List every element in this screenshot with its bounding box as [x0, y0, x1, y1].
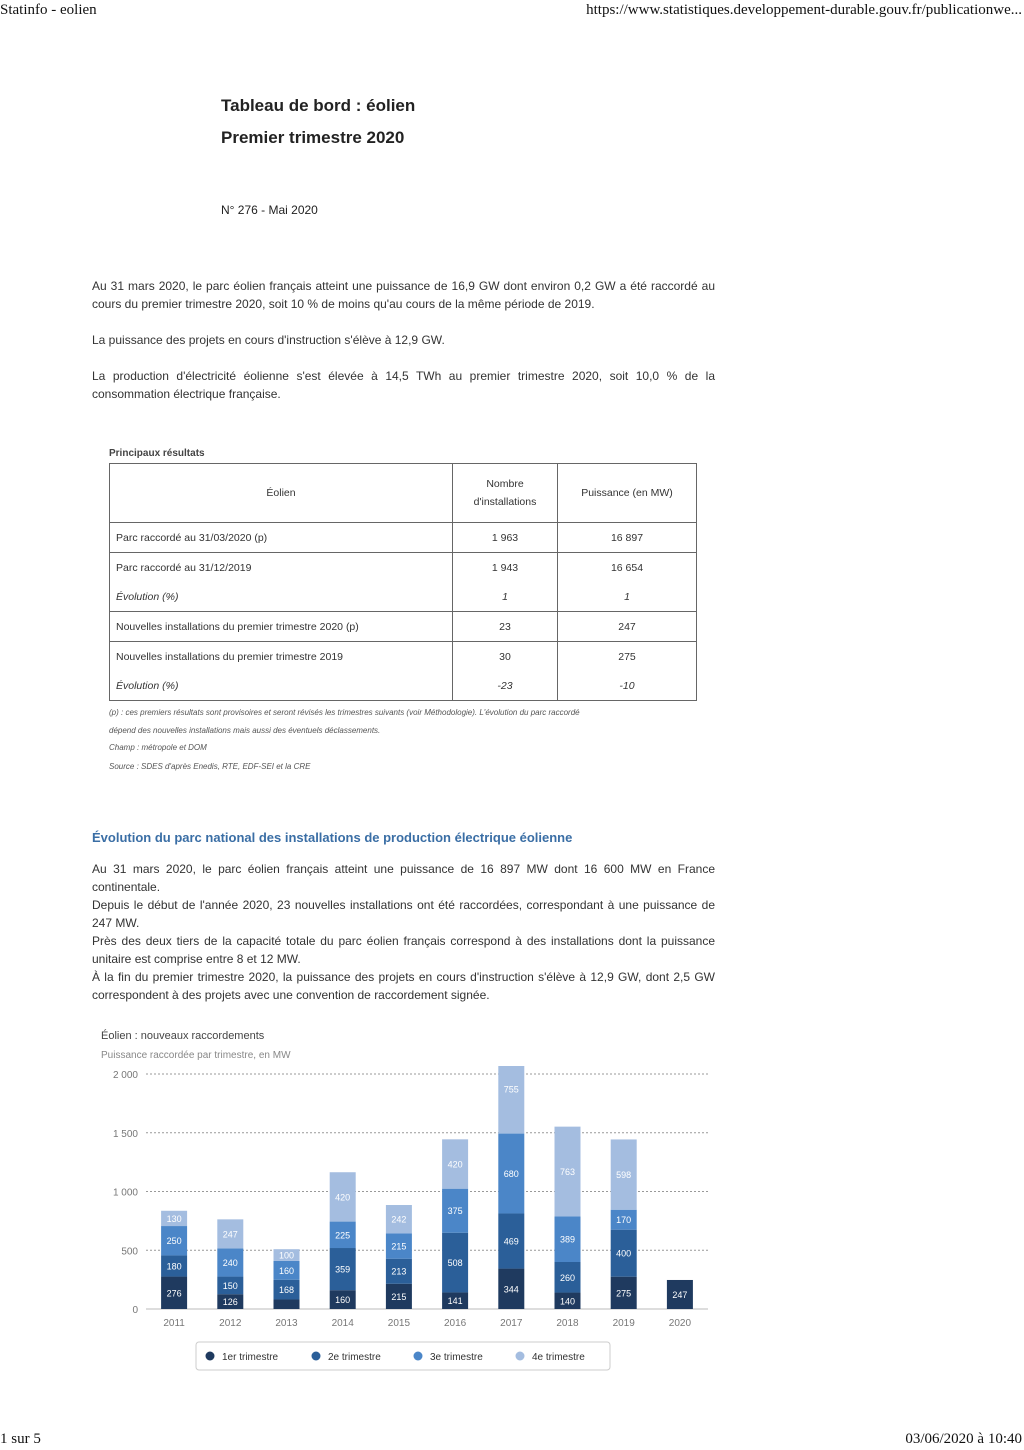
browser-url[interactable]: https://www.statistiques.developpement-durable.gouv.fr/publicationwe...	[586, 2, 1022, 18]
issue-number: N° 276 - Mai 2020	[221, 203, 318, 217]
table-cell: 275	[558, 642, 697, 672]
x-tick-label: 2017	[500, 1318, 523, 1329]
y-tick-label: 1 500	[112, 1128, 138, 1140]
y-tick-label: 500	[121, 1246, 138, 1258]
table-note: Champ : métropole et DOM	[109, 743, 207, 752]
data-label: 247	[222, 1229, 238, 1240]
table-note: (p) : ces premiers résultats sont provisoires et seront révisés les trimestres suivants (voir Méthodologie). L'évolution du parc raccordé	[109, 708, 580, 717]
data-label: 168	[278, 1285, 295, 1296]
table-cell: Parc raccordé au 31/03/2020 (p)	[110, 523, 453, 553]
data-label: 180	[166, 1261, 182, 1272]
table-cell: 1 963	[453, 523, 558, 553]
data-label: 170	[616, 1215, 632, 1226]
table-row	[110, 671, 697, 701]
table-cell: -10	[558, 671, 697, 701]
data-label: 213	[391, 1266, 407, 1277]
data-label: 469	[503, 1236, 519, 1247]
x-tick-label: 2020	[668, 1318, 692, 1329]
page-indicator: 1 sur 5	[0, 1431, 41, 1447]
data-label: 160	[278, 1265, 295, 1276]
table-cell: 30	[453, 642, 558, 672]
x-tick-label: 2016	[443, 1318, 467, 1329]
table-cell: 247	[558, 612, 697, 642]
table-row	[110, 582, 697, 612]
data-label: 242	[391, 1214, 407, 1225]
table-cell: Évolution (%)	[110, 582, 453, 612]
data-label: 160	[335, 1295, 351, 1306]
data-label: 763	[559, 1166, 576, 1177]
data-label: 375	[447, 1206, 463, 1217]
table-cell: 1	[453, 582, 558, 612]
table-cell: 23	[453, 612, 558, 642]
data-label: 598	[616, 1170, 632, 1181]
table-row	[110, 523, 697, 553]
data-label: 225	[335, 1230, 351, 1241]
bar-segment	[498, 1066, 524, 1134]
y-tick-label: 0	[132, 1305, 138, 1316]
table-caption: Principaux résultats	[109, 448, 205, 459]
x-tick-label: 2014	[331, 1318, 354, 1329]
legend-label: 3e trimestre	[430, 1352, 483, 1363]
data-label: 141	[447, 1296, 463, 1307]
section-paragraph-1: Au 31 mars 2020, le parc éolien français atteint une puissance de 16 897 MW dont 16 600 MW en France continentale.	[92, 862, 715, 894]
data-label: 680	[503, 1169, 519, 1180]
legend-label: 4e trimestre	[532, 1352, 585, 1363]
data-label: 420	[447, 1159, 463, 1170]
chart-subtitle: Puissance raccordée par trimestre, en MW	[101, 1050, 291, 1061]
data-label: 215	[391, 1291, 407, 1302]
data-label: 250	[166, 1236, 182, 1247]
x-tick-label: 2019	[612, 1318, 635, 1329]
section-paragraph-4: À la fin du premier trimestre 2020, la puissance des projets en cours d'instruction s'élève à 12,9 GW, dont 2,5 GW correspondent à des projets avec une convention de raccordement signée.	[92, 970, 715, 1002]
table-cell: 16 897	[558, 523, 697, 553]
x-tick-label: 2015	[387, 1318, 411, 1329]
y-tick-label: 1 000	[112, 1187, 138, 1199]
data-label: 240	[222, 1257, 238, 1268]
intro-paragraph-3: La production d'électricité éolienne s'est élevée à 14,5 TWh au premier trimestre 2020, soit 10,0 % de la consommation électrique française.	[92, 369, 715, 401]
legend-label: 2e trimestre	[328, 1352, 381, 1363]
table-cell: 1 943	[453, 553, 558, 583]
x-tick-label: 2013	[275, 1318, 298, 1329]
results-table	[109, 463, 697, 701]
section-paragraph-2: Depuis le début de l'année 2020, 23 nouvelles installations ont été raccordées, correspondant à une puissance de 247 MW.	[92, 898, 715, 930]
data-label: 389	[559, 1234, 576, 1245]
table-cell: 16 654	[558, 553, 697, 583]
intro-paragraph-2: La puissance des projets en cours d'instruction s'élève à 12,9 GW.	[92, 333, 445, 347]
data-label: 400	[616, 1248, 632, 1259]
x-tick-label: 2011	[163, 1318, 185, 1329]
legend-marker	[516, 1352, 525, 1361]
bar-segment	[274, 1299, 300, 1309]
print-datetime: 03/06/2020 à 10:40	[905, 1431, 1022, 1447]
table-header-cell: Éolien	[110, 464, 453, 523]
browser-tab-title: Statinfo - eolien	[0, 2, 97, 18]
chart-title: Éolien : nouveaux raccordements	[101, 1030, 265, 1042]
y-tick-label: 2 000	[112, 1070, 138, 1081]
stacked-bar-chart	[100, 1066, 720, 1376]
legend-marker	[414, 1352, 423, 1361]
table-row	[110, 612, 697, 642]
x-tick-label: 2012	[219, 1318, 242, 1329]
data-label: 508	[447, 1258, 463, 1269]
data-label: 126	[222, 1297, 238, 1308]
intro-paragraph-1: Au 31 mars 2020, le parc éolien français atteint une puissance de 16,9 GW dont environ 0,2 GW a été raccordé au cours du premier trimestre 2020, soit 10 % de moins qu'au cours de la même période de 2019.	[92, 279, 715, 311]
table-cell: Nouvelles installations du premier trimestre 2020 (p)	[110, 612, 453, 642]
table-header-cell: Nombre d'installations	[453, 464, 558, 523]
table-cell: Parc raccordé au 31/12/2019	[110, 553, 453, 583]
data-label: 100	[278, 1250, 295, 1261]
data-label: 260	[559, 1272, 576, 1283]
data-label: 359	[335, 1264, 351, 1275]
table-source: Source : SDES d'après Enedis, RTE, EDF-SEI et la CRE	[109, 762, 311, 771]
x-tick-label: 2018	[556, 1318, 579, 1329]
table-row	[110, 553, 697, 583]
data-label: 247	[672, 1289, 688, 1300]
table-row	[110, 642, 697, 672]
data-label: 276	[166, 1288, 182, 1299]
table-note: dépend des nouvelles installations mais aussi des éventuels déclassements.	[109, 726, 381, 735]
data-label: 150	[222, 1280, 238, 1291]
section-heading: Évolution du parc national des installations de production électrique éolienne	[92, 830, 573, 845]
legend-label: 1er trimestre	[222, 1352, 279, 1363]
table-header-row	[110, 464, 697, 523]
legend-marker	[206, 1352, 215, 1361]
data-label: 420	[335, 1192, 351, 1203]
data-label: 344	[503, 1284, 519, 1295]
table-cell: -23	[453, 671, 558, 701]
table-cell: Nouvelles installations du premier trimestre 2019	[110, 642, 453, 672]
data-label: 140	[559, 1296, 576, 1307]
table-cell: Évolution (%)	[110, 671, 453, 701]
table-header-cell: Puissance (en MW)	[558, 464, 697, 523]
data-label: 755	[503, 1084, 519, 1095]
legend-marker	[312, 1352, 321, 1361]
data-label: 215	[391, 1241, 407, 1252]
data-label: 130	[166, 1213, 182, 1224]
doc-title: Tableau de bord : éolien	[221, 96, 416, 115]
section-paragraph-3: Près des deux tiers de la capacité totale du parc éolien français correspond à des installations dont la puissance unitaire est comprise entre 8 et 12 MW.	[92, 934, 715, 966]
data-label: 275	[616, 1288, 632, 1299]
doc-subtitle: Premier trimestre 2020	[221, 128, 405, 147]
table-cell: 1	[558, 582, 697, 612]
